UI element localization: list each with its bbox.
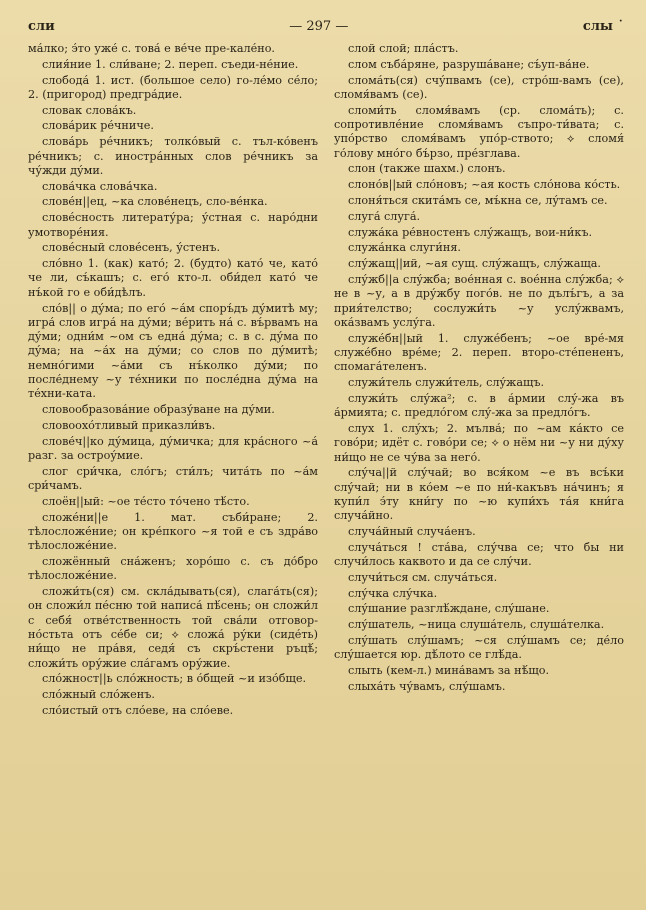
header-right-guideword: слы ˙: [582, 18, 624, 34]
header-left-guideword: сли: [28, 18, 55, 34]
dictionary-entry: слова́рик ре́чниче.: [42, 119, 154, 133]
dictionary-entry: слу́шатель, ~ница слуша́тель, слуша́телка.: [348, 618, 605, 632]
dictionary-entry: слыть (кем-л.) мина́вамъ за нѣ́що.: [348, 664, 550, 678]
dictionary-entry: сложи́ть(ся) см. скла́дывать(ся), слага́ть(ся); он сложи́л пе́сню той написа́ пѣ́сень; он сложи́л с себя́ отве́тственность той сва́ли отговор-но́стьта отъ се́бе си; ⟡ сложа́ ру́ки (сиде́ть) ни́що не пра́вя, седя́ съ скръ́стени ръцѣ́; сложи́ть ору́жие сла́гамъ ору́жие.: [28, 585, 318, 670]
dictionary-entry: слог сри́чка, сло́гъ; сти́лъ; чита́ть по ~а́м сри́чамъ.: [28, 464, 318, 493]
dictionary-entry: слу́жб||а слу́жба; вое́нная с. вое́нна слу́жба; ⟡ не в ~у, а в дру́жбу пого́в. не по дълъ́гъ, а за прия́телство; сослужи́ть ~у услу́жвамъ, ока́звамъ услу́га.: [334, 272, 624, 329]
dictionary-entry: служе́бн||ый 1. служе́бенъ; ~ое вре́-мя служе́бно вре́ме; 2. переп. второ-сте́пененъ, спомага́теленъ.: [334, 331, 624, 374]
dictionary-entry: служи́тель служи́тель, слу́жащъ.: [348, 376, 545, 390]
dictionary-entry: сло́жност||ь сло́жность; в о́бщей ~и изо́бще.: [42, 672, 307, 686]
dictionary-entry: сломи́ть сломя́вамъ (ср. слома́ть); с. сопротивле́ние сломя́вамъ съпро-ти́вата; с. упо́рство сломя́вамъ упо́р-ството; ⟡ сломя́ го́лову мно́го бъ́рзо, пре́зглава.: [334, 103, 624, 160]
dictionary-entry: служи́ть слу́жа²; с. в а́рмии слу́-жа въ а́рмията; с. предло́гом слу́-жа за предло́гъ.: [334, 391, 624, 420]
page-header: [28, 14, 624, 38]
left-column: [28, 42, 318, 902]
dictionary-entry: слобода́ 1. ист. (большое село) го-ле́мо се́ло; 2. (пригород) предгра́дие.: [28, 73, 318, 101]
dictionary-entry: сло́истый отъ сло́еве, на сло́еве.: [42, 704, 234, 718]
dictionary-entry: слыха́ть чу́вамъ, слу́шамъ.: [348, 679, 506, 693]
dictionary-entry: служа́ка ре́вностенъ слу́жащъ, вои-ни́къ.: [348, 225, 593, 239]
dictionary-entry: словоохо́тливый приказли́въ.: [42, 418, 216, 432]
dictionary-entry: слу́чка слу́чка.: [348, 586, 438, 600]
dictionary-entry: слия́ние 1. сли́ване; 2. переп. съеди-не́ние.: [42, 57, 299, 71]
dictionary-entry: случа́йный случа́енъ.: [348, 525, 476, 538]
dictionary-entry: слове́сный слове́сенъ, у́стенъ.: [42, 241, 221, 255]
columns: [28, 42, 624, 902]
dictionary-entry: слове́сность литерату́ра; у́стная с. наро́дни умотворе́ния.: [28, 211, 318, 239]
dictionary-entry: слу́шание разглѣ́ждане, слу́шане.: [348, 602, 550, 616]
page-number: — 297 —: [289, 18, 349, 34]
dictionary-entry: служа́нка слуги́ня.: [348, 241, 461, 255]
dictionary-entry: сло́вно 1. (как) като́; 2. (будто) като́ че, като́ че ли, съ́кашъ; с. его́ кто-л. оби́дел като́ че нъ́кой го е оби́дѣлъ.: [28, 257, 318, 299]
dictionary-entry: слома́ть(ся) счу́пвамъ (се), стро́ш-вамъ (се), сломя́вамъ (се).: [334, 73, 624, 101]
dictionary-entry: сложённый сна́женъ; хоро́шо с. съ до́бро тѣлосложе́ние.: [28, 555, 318, 583]
dictionary-entry: слове́н||ец, ~ка слове́нецъ, сло-ве́нка.: [42, 195, 268, 209]
dictionary-entry: слоня́ться скита́мъ се, мъ́кна се, лу́тамъ се.: [348, 193, 608, 207]
dictionary-entry: слой слой; пла́стъ.: [348, 42, 459, 55]
dictionary-entry: слуга́ слуга́.: [348, 209, 421, 223]
dictionary-entry: слоён||ый: ~ое те́сто то́чено тѣ́сто.: [42, 494, 250, 508]
dictionary-entry: слове́ч||ко ду́мица, ду́мичка; для кра́сного ~а́ разг. за остроу́мие.: [28, 434, 318, 463]
dictionary-entry: слова́чка слова́чка.: [42, 179, 158, 193]
dictionary-entry: случа́ться ! ста́ва, слу́чва се; что бы ни случи́лось каквото и да се слу́чи.: [334, 540, 624, 569]
dictionary-entry: случи́ться см. случа́ться.: [348, 570, 498, 584]
dictionary-entry: слова́рь ре́чникъ; толко́вый с. тъл-ко́венъ ре́чникъ; с. иностра́нных слов ре́чникъ за чу́жди ду́ми.: [28, 135, 318, 177]
dictionary-entry: словообразова́ние образу́ване на ду́ми.: [42, 403, 275, 417]
dictionary-entry: слу́шать слу́шамъ; ~ся слу́шамъ се; де́ло слу́шается юр. дѣ́лото се глѣ́да.: [334, 634, 624, 662]
dictionary-entry: ма́лко; э́то уже́ с. това́ е ве́че пре-кале́но.: [28, 42, 275, 55]
dictionary-entry: слоно́в||ый сло́новъ; ~ая кость сло́нова ко́сть.: [348, 178, 621, 192]
dictionary-entry: слон (также шахм.) слонъ.: [348, 162, 506, 176]
dictionary-entry: слу́ча||й слу́чай; во вся́ком ~е въ всъ́ки слу́чай; ни в ко́ем ~е по ни́-какъвъ на́чинъ; я купи́л э́ту кни́гу по ~ю купи́хъ та́я кни́га случа́йно.: [334, 466, 624, 523]
dictionary-entry: сло́жный сло́женъ.: [42, 688, 155, 702]
dictionary-entry: слу́жащ||ий, ~ая сущ. слу́жащъ, слу́жаща.: [348, 257, 601, 271]
dictionary-entry: сло́в|| о ду́ма; по его́ ~а́м споръ́дъ ду́митѣ му; игра́ слов игра́ на ду́ми; ве́рить на́ с. въ́рвамъ на ду́ми; одни́м ~ом съ една́ ду́ма; с. в с. ду́ма по ду́ма; на ~а́х на ду́ми; со слов по ду́митѣ; немно́гими ~а́ми съ нъ́колко ду́ми; по после́днему ~у те́хники по после́дна ду́ма на те́хни-ката.: [28, 301, 318, 401]
dictionary-entry: слом съба́ряне, разруша́ване; съ́уп-ва́не.: [348, 57, 590, 71]
dictionary-entry: словак слова́къ.: [42, 103, 137, 117]
dictionary-entry: сложе́ни||е 1. мат. съби́ране; 2. тѣлосложе́ние; он кре́пкого ~я той е съ здра́во тѣлосложе́ние.: [28, 510, 318, 553]
dictionary-entry: слух 1. слу́хъ; 2. мълва́; по ~ам ка́кто се гово́ри; идёт с. гово́ри се; ⟡ о нём ни ~у ни ду́ху ни́що не се чу́ва за него́.: [334, 421, 624, 464]
right-column: [334, 42, 624, 902]
